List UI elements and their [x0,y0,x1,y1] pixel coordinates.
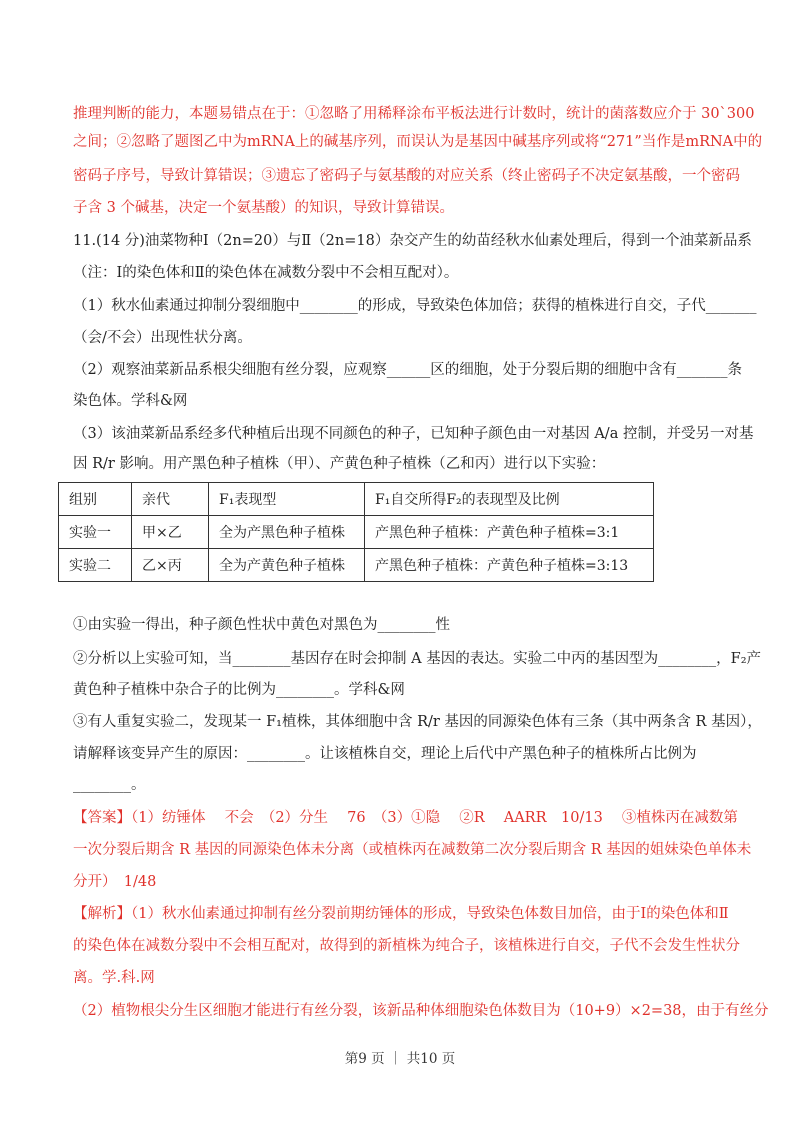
table-cell: 产黑色种子植株：产黄色种子植株=3:1 [365,516,654,549]
question-text: （会/不会）出现性状分离。 [73,330,252,346]
answer-line: 【答案】（1）纺锤体 不会 （2）分生 76 （3）①隐 ②R AARR 10/13 ③植株丙在减数第 [73,810,738,826]
question-title: 11.(14 分)油菜物种Ⅰ（2n=20）与Ⅱ（2n=18）杂交产生的幼苗经秋水仙素处理后，得到一个油菜新品系 [73,233,752,249]
table-row [59,549,654,582]
question-part-2: （2）观察油菜新品系根尖细胞有丝分裂，应观察______区的细胞，处于分裂后期的细胞中含有_______条 [73,362,742,378]
answer-line: 分开） 1/48 [73,874,157,890]
table-header: F₁表现型 [209,483,365,516]
sub-question-1: ①由实验一得出，种子颜色性状中黄色对黑色为________性 [73,617,450,633]
question-text: 黄色种子植株中杂合子的比例为________。学科&网 [73,682,405,698]
question-text: 染色体。学科&网 [73,393,188,409]
table-header: F₁自交所得F₂的表现型及比例 [365,483,654,516]
table-header: 亲代 [132,483,209,516]
table-cell: 甲×乙 [132,516,209,549]
explanation-line: 的染色体在减数分裂中不会相互配对，故得到的新植株为纯合子，该植株进行自交，子代不会发生性状分 [73,938,740,954]
table-cell: 全为产黑色种子植株 [209,516,365,549]
question-note: （注：Ⅰ的染色体和Ⅱ的染色体在减数分裂中不会相互配对）。 [73,265,459,281]
text-line: 子含 3 个碱基，决定一个氨基酸）的知识，导致计算错误。 [73,200,454,216]
table-row [59,516,654,549]
text-line: 之间；②忽略了题图乙中为mRNA上的碱基序列，而误认为是基因中碱基序列或将“271”当作是mRNA中的 [73,134,763,150]
question-text: ________。 [73,777,146,793]
text-line: 密码子序号，导致计算错误；③遗忘了密码子与氨基酸的对应关系（终止密码子不决定氨基酸，一个密码 [73,168,740,184]
page-footer: 第9 页 ｜ 共10 页 [344,1051,456,1067]
table-cell: 乙×丙 [132,549,209,582]
question-part-1: （1）秋水仙素通过抑制分裂细胞中________的形成，导致染色体加倍；获得的植株进行自交，子代_______ [73,298,757,314]
explanation-line: 离。学.科.网 [73,970,155,986]
table-cell: 实验一 [59,516,132,549]
text-line: 推理判断的能力，本题易错点在于：①忽略了用稀释涂布平板法进行计数时，统计的菌落数应介于 30`300 [73,106,755,122]
table-header: 组别 [59,483,132,516]
explanation-line: 【解析】（1）秋水仙素通过抑制有丝分裂前期纺锤体的形成，导致染色体数目加倍，由于Ⅰ的染色体和Ⅱ [73,906,729,922]
question-text: 请解释该变异产生的原因：________。让该植株自交，理论上后代中产黑色种子的植株所占比例为 [73,746,697,762]
question-part-3: （3）该油菜新品系经多代种植后出现不同颜色的种子，已知种子颜色由一对基因 A/a 控制，并受另一对基 [73,426,754,442]
question-text: 因 R/r 影响。用产黑色种子植株（甲）、产黄色种子植株（乙和丙）进行以下实验： [73,456,606,472]
explanation-line: （2）植物根尖分生区细胞才能进行有丝分裂，该新品种体细胞染色体数目为（10+9）×2=38，由于有丝分 [73,1003,769,1019]
table-cell: 全为产黄色种子植株 [209,549,365,582]
sub-question-2: ②分析以上实验可知，当________基因存在时会抑制 A 基因的表达。实验二中丙的基因型为________，F₂产 [73,651,762,667]
answer-line: 一次分裂后期含 R 基因的同源染色体未分离（或植株丙在减数第二次分裂后期含 R 基因的姐妹染色单体未 [73,842,752,858]
table-header-row [59,483,654,516]
table-cell: 实验二 [59,549,132,582]
experiment-table [58,482,654,582]
sub-question-3: ③有人重复实验二，发现某一 F₁植株，其体细胞中含 R/r 基因的同源染色体有三条（其中两条含 R 基因）， [73,714,762,730]
table-cell: 产黑色种子植株：产黄色种子植株=3:13 [365,549,654,582]
